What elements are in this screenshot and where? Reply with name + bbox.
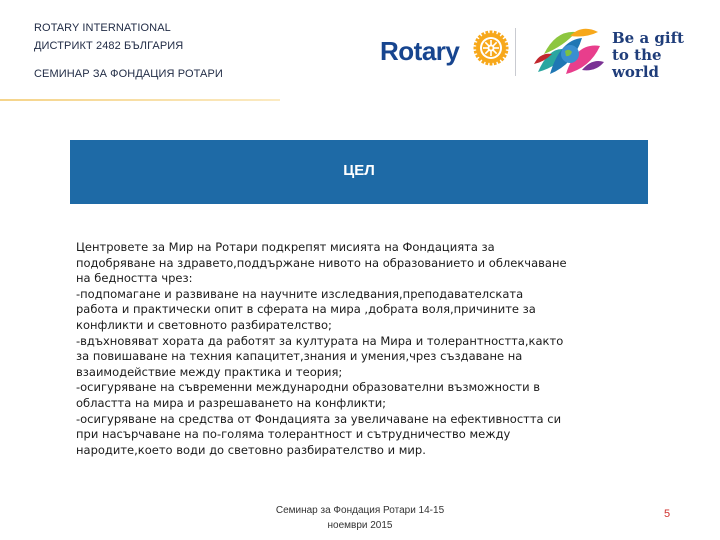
header-district: ДИСТРИКТ 2482 БЪЛГАРИЯ <box>34 40 184 52</box>
globe-art-icon <box>530 24 606 80</box>
rotary-wordmark: Rotary <box>380 36 460 66</box>
goal-banner <box>70 140 648 204</box>
rotary-wheel-icon <box>472 29 510 67</box>
page-number: 5 <box>664 508 671 520</box>
footer-caption: Семинар за Фондация Ротари 14-15 ноември 2015 <box>275 505 445 531</box>
header-divider <box>0 99 280 101</box>
header-org-name: ROTARY INTERNATIONAL <box>34 22 171 34</box>
header-seminar-title: СЕМИНАР ЗА ФОНДАЦИЯ РОТАРИ <box>34 68 223 80</box>
logo-divider <box>515 28 516 76</box>
theme-line-1: Be a gift <box>612 29 684 47</box>
goal-description: Центровете за Мир на Ротари подкрепят мисията на Фондацията за подобряване на здравето,поддържане нивото на образованието и облекчаване на бедността чрез: -подпомагане и развиване на научните изследвания,преподавателската работа и практически опит в сферата на мира ,добрата воля,причините за конфликти и световното разбирателство; -вдъхновяват хората да работят за културата на Мира и толерантността,както за повишаване на техния капацитет,знания и умения,чрез създаване на взаимодействие между практика и теория; -осигуряване на съвременни международни образователни възможности в областта на мира и разрешаването на конфликти; -осигуряване на средства от Фондацията за увеличаване на ефективността си при насърчаване на по-голяма толерантност и сътрудничество между народите,което води до световно разбирателство и мир. <box>76 240 567 457</box>
theme-slogan <box>612 30 700 81</box>
goal-title: ЦЕЛ <box>343 161 375 179</box>
logo-area <box>380 22 700 82</box>
theme-line-2: to the world <box>612 46 662 81</box>
